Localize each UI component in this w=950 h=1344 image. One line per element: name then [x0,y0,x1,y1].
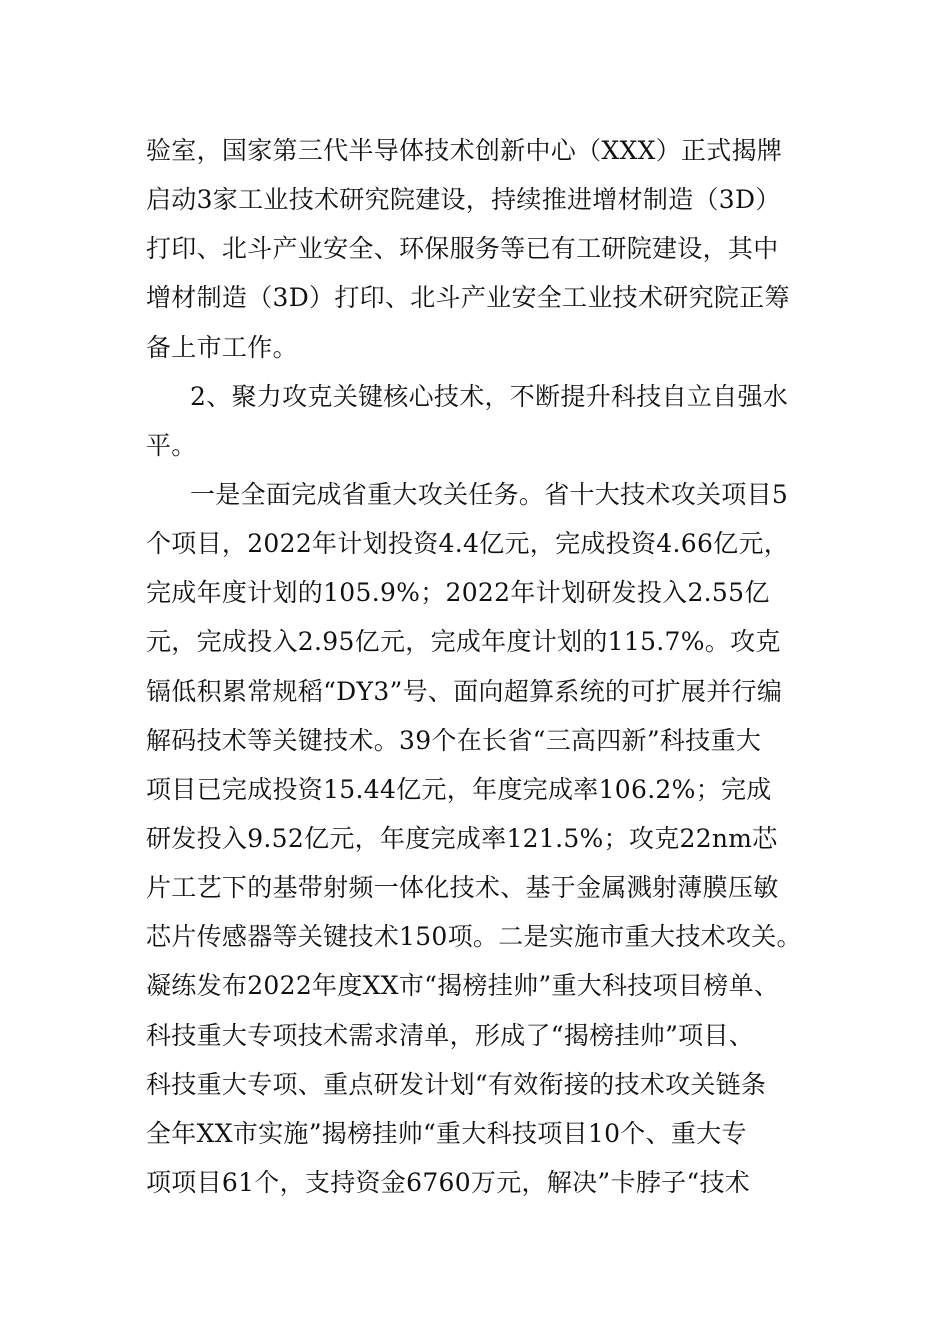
text-line: 科技重大专项技术需求清单，形成了“揭榜挂帅”项目、 [146,1020,755,1050]
text-line: 个项目，2022年计划投资4.4亿元，完成投资4.66亿元， [146,529,790,559]
text-line: 全年XX市实施”揭榜挂帅“重大科技项目10个、重大专 [146,1118,747,1148]
text-line: 项项目61个，支持资金6760万元，解决”卡脖子“技术 [146,1167,751,1197]
text-line: 启动3家工业技术研究院建设，持续推进增材制造（3D） [146,185,781,215]
text-line: 增材制造（3D）打印、北斗产业安全工业技术研究院正筹 [146,283,790,313]
text-line: 打印、北斗产业安全、环保服务等已有工研院建设，其中 [146,234,779,264]
text-line: 片工艺下的基带射频一体化技术、基于金属溅射薄膜压敏 [146,873,779,903]
text-line: 元，完成投入2.95亿元，完成年度计划的115.7%。攻克 [146,627,781,657]
text-line: 凝练发布2022年度XX市“揭榜挂帅”重大科技项目榜单、 [146,971,780,1001]
text-line: 平。 [146,430,197,460]
text-line: 解码技术等关键技术。39个在长省“三高四新”科技重大 [146,725,762,755]
text-line: 完成年度计划的105.9%；2022年计划研发投入2.55亿 [146,578,770,608]
paragraph-start: 一是全面完成省重大攻关任务。省十大技术攻关项目5 [190,479,789,509]
text-line: 芯片传感器等关键技术150项。二是实施市重大技术攻关。 [146,922,802,952]
text-line: 验室，国家第三代半导体技术创新中心（XXX）正式揭牌 [146,136,783,165]
text-line: 镉低积累常规稻“DY3”号、面向超算系统的可扩展并行编 [146,676,783,706]
section-heading: 2、聚力攻克关键核心技术，不断提升科技自立自强水 [190,381,789,411]
text-line: 项目已完成投资15.44亿元，年度完成率106.2%；完成 [146,774,772,804]
body-text [146,126,836,1207]
text-line: 科技重大专项、重点研发计划“有效衔接的技术攻关链条 [146,1069,767,1099]
text-line: 研发投入9.52亿元，年度完成率121.5%；攻克22nm芯 [146,823,778,853]
text-line: 备上市工作。 [146,332,298,362]
